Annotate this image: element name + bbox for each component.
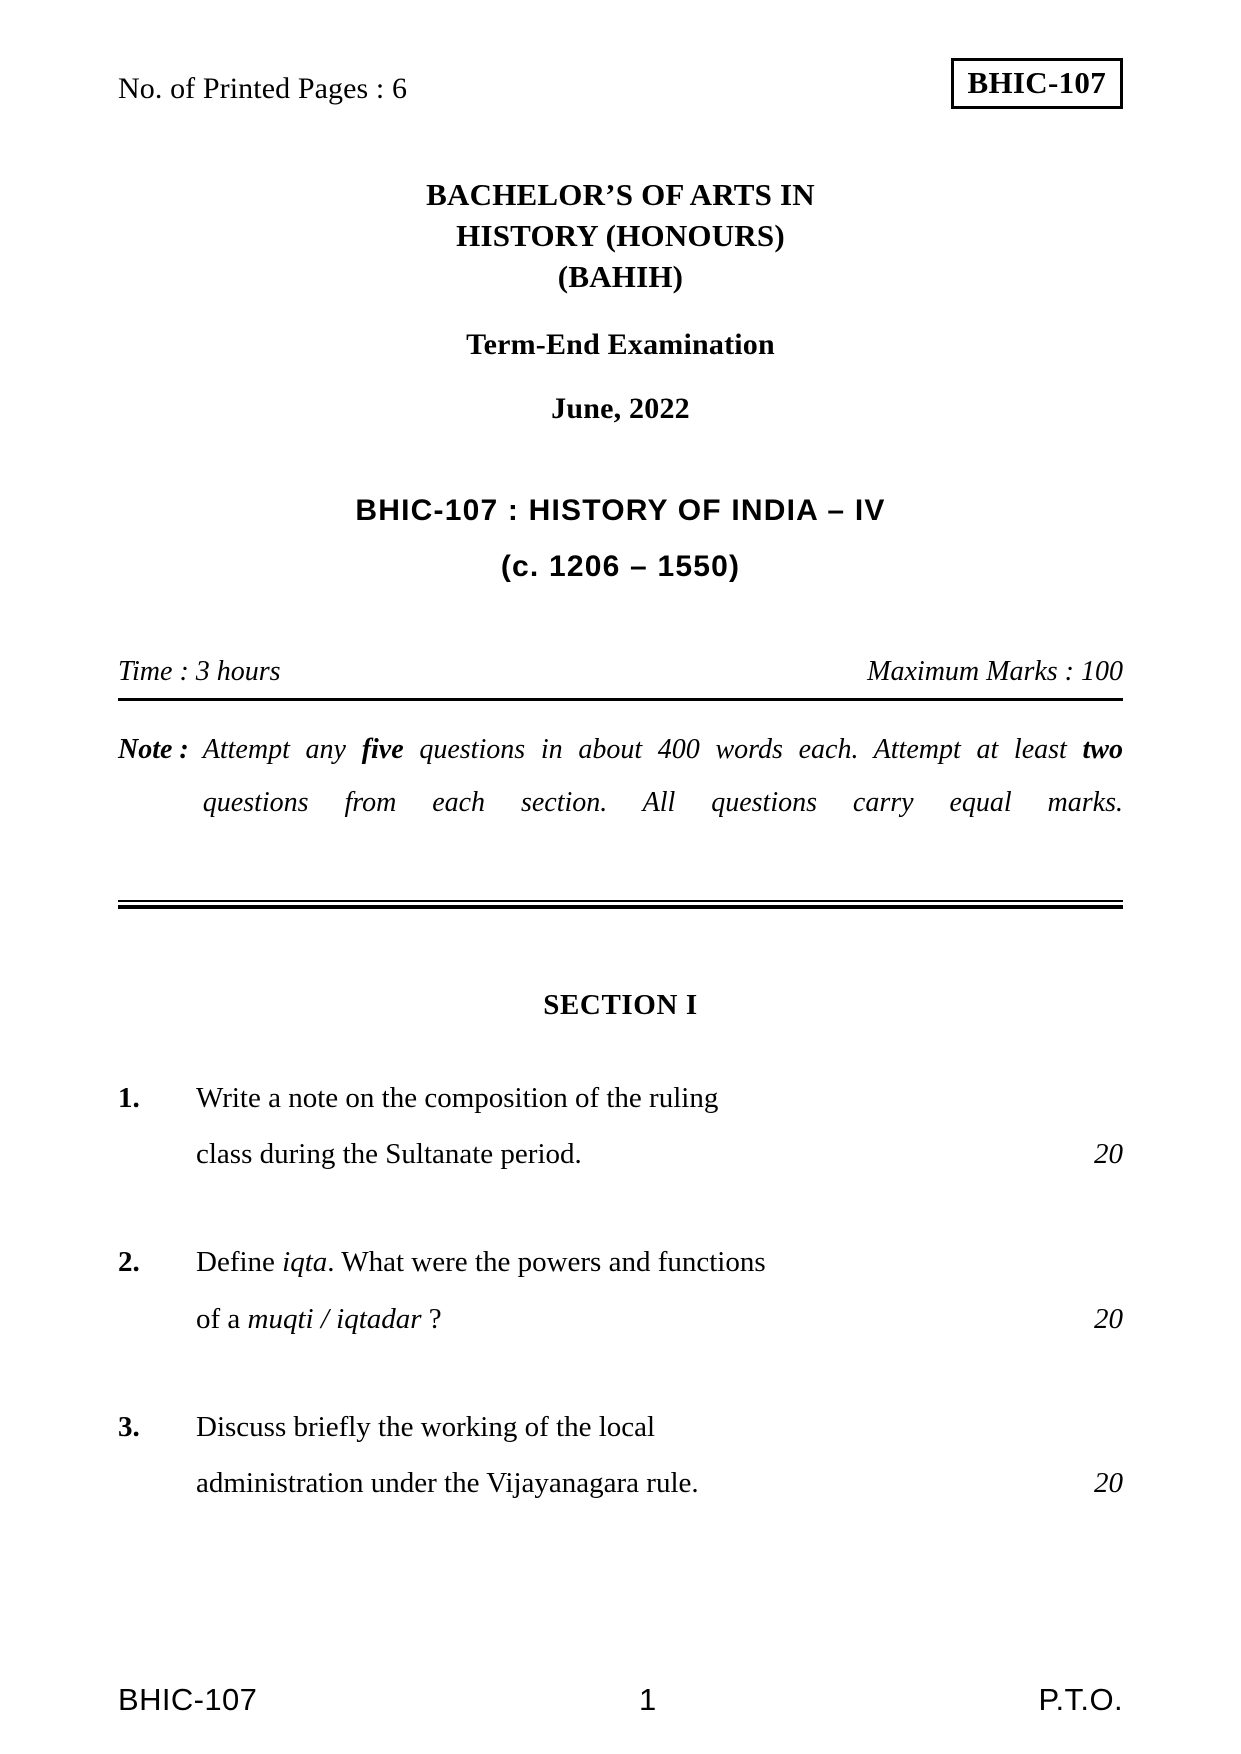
question-list (118, 1070, 1123, 1512)
footer-course-code: BHIC-107 (118, 1682, 258, 1717)
note-emphasis-two: two (1082, 733, 1123, 765)
section-heading-1: SECTION I (543, 988, 698, 1021)
question-body-1 (196, 1070, 1123, 1183)
question-text-3-line-2-row (196, 1455, 1123, 1511)
degree-title-line-2: HISTORY (HONOURS) (456, 217, 785, 253)
degree-title-line-3: (BAHIH) (557, 258, 684, 294)
question-number-2: 2. (118, 1246, 140, 1279)
question-term-muqti-iqtadar: muqti / iqtadar (247, 1302, 422, 1335)
question-marks-1: 20 (1094, 1138, 1123, 1171)
question-text-1-line-2: class during the Sultanate period. (196, 1138, 582, 1171)
question-text-2-line-2 (196, 1291, 452, 1347)
subject-block (118, 494, 1123, 584)
footer-pto-label: P.T.O. (1038, 1682, 1123, 1717)
question-text-2-part-d: ? (421, 1302, 442, 1335)
question-text-2-part-a: Define (196, 1246, 283, 1279)
question-text-3-line-2: administration under the Vijayanagara rule. (196, 1467, 699, 1500)
question-text-1-line-1: Write a note on the composition of the ruling (196, 1081, 719, 1114)
question-text-2-line-2-row (196, 1291, 1123, 1347)
divider-above-note (118, 698, 1123, 701)
degree-title-line-1: BACHELOR’S OF ARTS IN (426, 177, 815, 212)
course-code-box: BHIC-107 (951, 58, 1123, 109)
note-emphasis-five: five (361, 733, 404, 765)
question-text-2-part-b: . What were the powers and functions (327, 1246, 766, 1279)
time-allowed-label: Time : 3 hours (118, 655, 281, 687)
question-number-3: 3. (118, 1410, 140, 1443)
maximum-marks-label: Maximum Marks : 100 (867, 655, 1123, 687)
footer-page-number: 1 (639, 1682, 657, 1717)
note-label: Note : (118, 733, 189, 765)
question-body-3 (196, 1399, 1123, 1512)
question-text-1-line-2-row (196, 1126, 1123, 1182)
question-term-iqta: iqta (282, 1246, 328, 1279)
question-item-2 (118, 1234, 1123, 1347)
note-part-3: questions from each section. All questions carry equal marks. (202, 787, 1123, 819)
question-item-3 (118, 1399, 1123, 1512)
question-body-2 (196, 1234, 1123, 1347)
question-marks-3: 20 (1094, 1467, 1123, 1500)
printed-pages-label: No. of Printed Pages : 6 (118, 72, 408, 105)
question-text-2-line-1 (196, 1234, 1123, 1290)
page-footer (118, 1682, 1123, 1718)
page-header (118, 58, 1123, 109)
exam-info-row (118, 656, 1123, 688)
question-number-1: 1. (118, 1081, 140, 1114)
note-part-2: questions in about 400 words each. Attempt at least (403, 733, 1083, 765)
title-block (118, 175, 1123, 426)
subject-title: BHIC-107 : HISTORY OF INDIA – IV (355, 493, 886, 527)
note-part-1: Attempt any (202, 733, 362, 765)
exam-session-label: June, 2022 (551, 391, 690, 425)
degree-title (118, 175, 1123, 298)
note-text (203, 723, 1123, 884)
question-marks-2: 20 (1094, 1302, 1123, 1335)
page-content (118, 58, 1123, 1563)
exam-type-label: Term-End Examination (466, 327, 775, 361)
note-block (118, 723, 1123, 884)
divider-below-note (118, 900, 1123, 909)
question-item-1 (118, 1070, 1123, 1183)
subject-period-range: (c. 1206 – 1550) (500, 549, 741, 583)
question-text-2-part-c: of a (196, 1302, 248, 1335)
question-text-3-line-1: Discuss briefly the working of the local (196, 1410, 656, 1443)
